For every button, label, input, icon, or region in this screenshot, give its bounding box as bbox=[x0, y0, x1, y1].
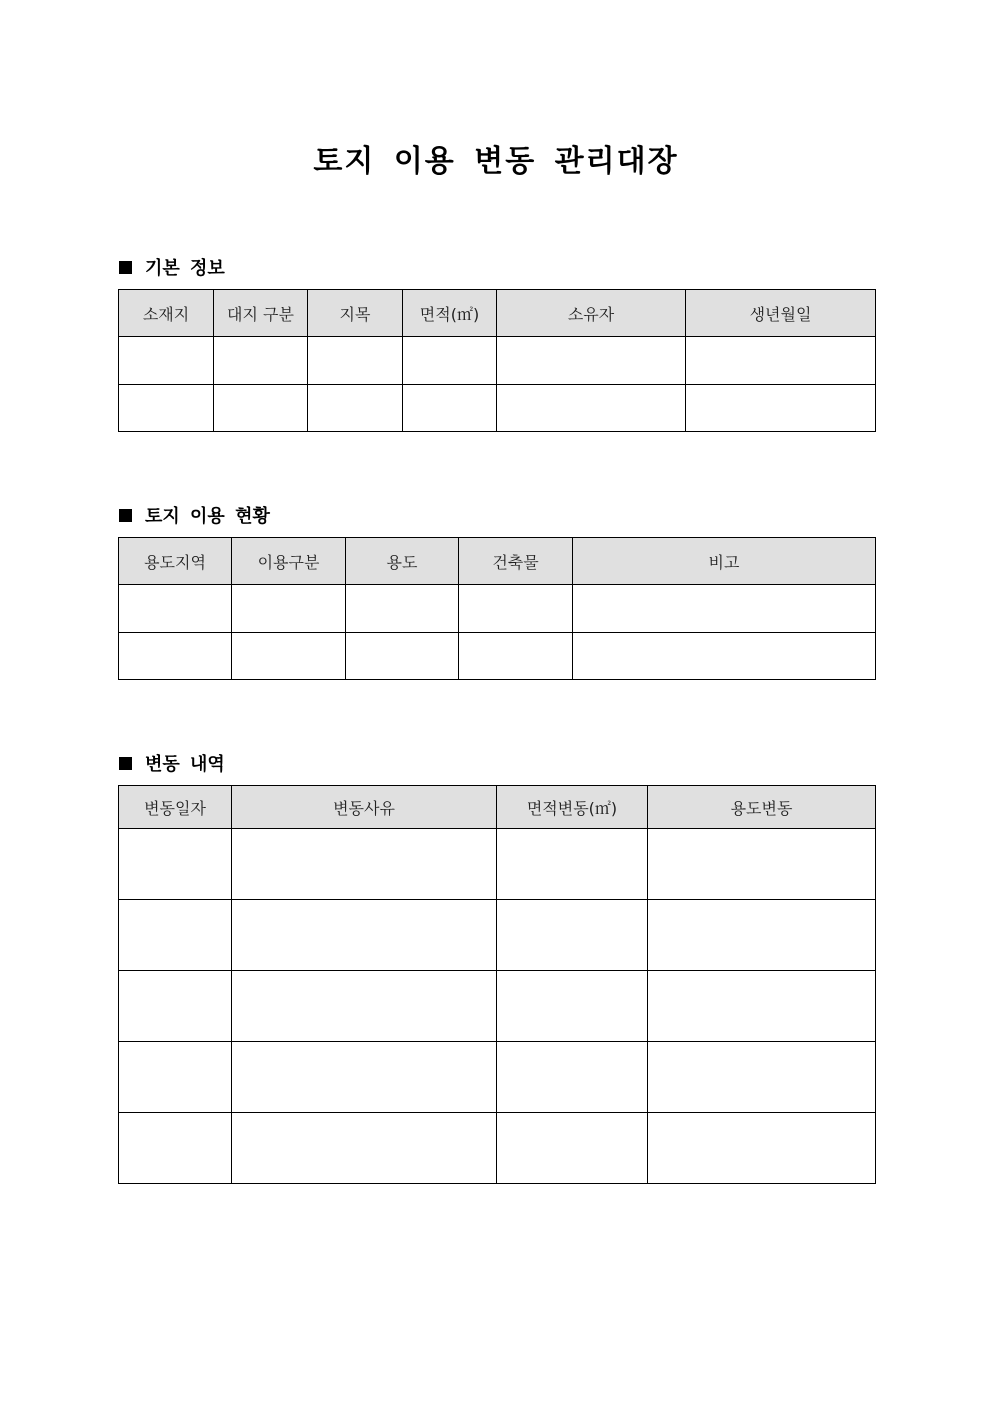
square-bullet-icon bbox=[119, 261, 132, 274]
table-cell[interactable] bbox=[119, 1042, 232, 1113]
table-cell[interactable] bbox=[573, 585, 876, 633]
table-cell[interactable] bbox=[232, 971, 497, 1042]
table-cell[interactable] bbox=[232, 900, 497, 971]
column-header: 용도지역 bbox=[119, 538, 232, 585]
table-cell[interactable] bbox=[232, 1113, 497, 1184]
square-bullet-icon bbox=[119, 757, 132, 770]
table-cell[interactable] bbox=[232, 585, 346, 633]
table-cell[interactable] bbox=[232, 1042, 497, 1113]
table-row bbox=[119, 971, 876, 1042]
column-header: 지목 bbox=[308, 290, 403, 337]
table-row bbox=[119, 385, 876, 432]
table-cell[interactable] bbox=[119, 633, 232, 680]
table-row bbox=[119, 1113, 876, 1184]
section-heading-basic-info bbox=[119, 254, 225, 280]
table-cell[interactable] bbox=[308, 385, 403, 432]
page-title: 토지 이용 변동 관리대장 bbox=[313, 144, 679, 179]
table-row bbox=[119, 633, 876, 680]
table-cell[interactable] bbox=[648, 971, 876, 1042]
table-cell[interactable] bbox=[119, 971, 232, 1042]
table-cell[interactable] bbox=[232, 829, 497, 900]
table-cell[interactable] bbox=[497, 337, 686, 385]
table-cell[interactable] bbox=[648, 1042, 876, 1113]
column-header: 소유자 bbox=[497, 290, 686, 337]
section-heading-label: 토지 이용 현황 bbox=[145, 506, 270, 527]
table-cell[interactable] bbox=[497, 1113, 648, 1184]
table-cell[interactable] bbox=[686, 385, 876, 432]
table-cell[interactable] bbox=[497, 1042, 648, 1113]
table-cell[interactable] bbox=[403, 385, 497, 432]
table-row bbox=[119, 585, 876, 633]
column-header: 비고 bbox=[573, 538, 876, 585]
column-header: 용도변동 bbox=[648, 786, 876, 829]
table-cell[interactable] bbox=[346, 585, 459, 633]
table-cell[interactable] bbox=[119, 337, 214, 385]
table-cell[interactable] bbox=[308, 337, 403, 385]
table-cell[interactable] bbox=[214, 385, 308, 432]
table-cell[interactable] bbox=[686, 337, 876, 385]
table-cell[interactable] bbox=[459, 633, 573, 680]
table-row bbox=[119, 829, 876, 900]
column-header: 용도 bbox=[346, 538, 459, 585]
square-bullet-icon bbox=[119, 509, 132, 522]
table-cell[interactable] bbox=[119, 385, 214, 432]
table-cell[interactable] bbox=[648, 1113, 876, 1184]
land-use-table bbox=[118, 537, 876, 680]
changes-table bbox=[118, 785, 876, 1184]
column-header: 면적(㎡) bbox=[403, 290, 497, 337]
table-cell[interactable] bbox=[214, 337, 308, 385]
table-cell[interactable] bbox=[119, 900, 232, 971]
table-header-row bbox=[119, 290, 876, 337]
section-heading-land-use bbox=[119, 502, 270, 528]
column-header: 건축물 bbox=[459, 538, 573, 585]
table-cell[interactable] bbox=[648, 829, 876, 900]
table-header-row bbox=[119, 786, 876, 829]
table-row bbox=[119, 1042, 876, 1113]
table-cell[interactable] bbox=[497, 971, 648, 1042]
table-cell[interactable] bbox=[497, 829, 648, 900]
table-header-row bbox=[119, 538, 876, 585]
table-cell[interactable] bbox=[232, 633, 346, 680]
section-heading-label: 변동 내역 bbox=[145, 754, 225, 775]
section-heading-changes bbox=[119, 750, 225, 776]
table-cell[interactable] bbox=[497, 900, 648, 971]
table-cell[interactable] bbox=[403, 337, 497, 385]
table-cell[interactable] bbox=[648, 900, 876, 971]
column-header: 소재지 bbox=[119, 290, 214, 337]
column-header: 이용구분 bbox=[232, 538, 346, 585]
table-cell[interactable] bbox=[119, 829, 232, 900]
section-heading-label: 기본 정보 bbox=[145, 258, 225, 279]
table-row bbox=[119, 900, 876, 971]
table-cell[interactable] bbox=[573, 633, 876, 680]
table-cell[interactable] bbox=[497, 385, 686, 432]
table-cell[interactable] bbox=[119, 1113, 232, 1184]
table-cell[interactable] bbox=[459, 585, 573, 633]
column-header: 변동사유 bbox=[232, 786, 497, 829]
basic-info-table bbox=[118, 289, 876, 432]
column-header: 대지 구분 bbox=[214, 290, 308, 337]
column-header: 생년월일 bbox=[686, 290, 876, 337]
table-row bbox=[119, 337, 876, 385]
table-cell[interactable] bbox=[346, 633, 459, 680]
table-cell[interactable] bbox=[119, 585, 232, 633]
column-header: 면적변동(㎡) bbox=[497, 786, 648, 829]
column-header: 변동일자 bbox=[119, 786, 232, 829]
